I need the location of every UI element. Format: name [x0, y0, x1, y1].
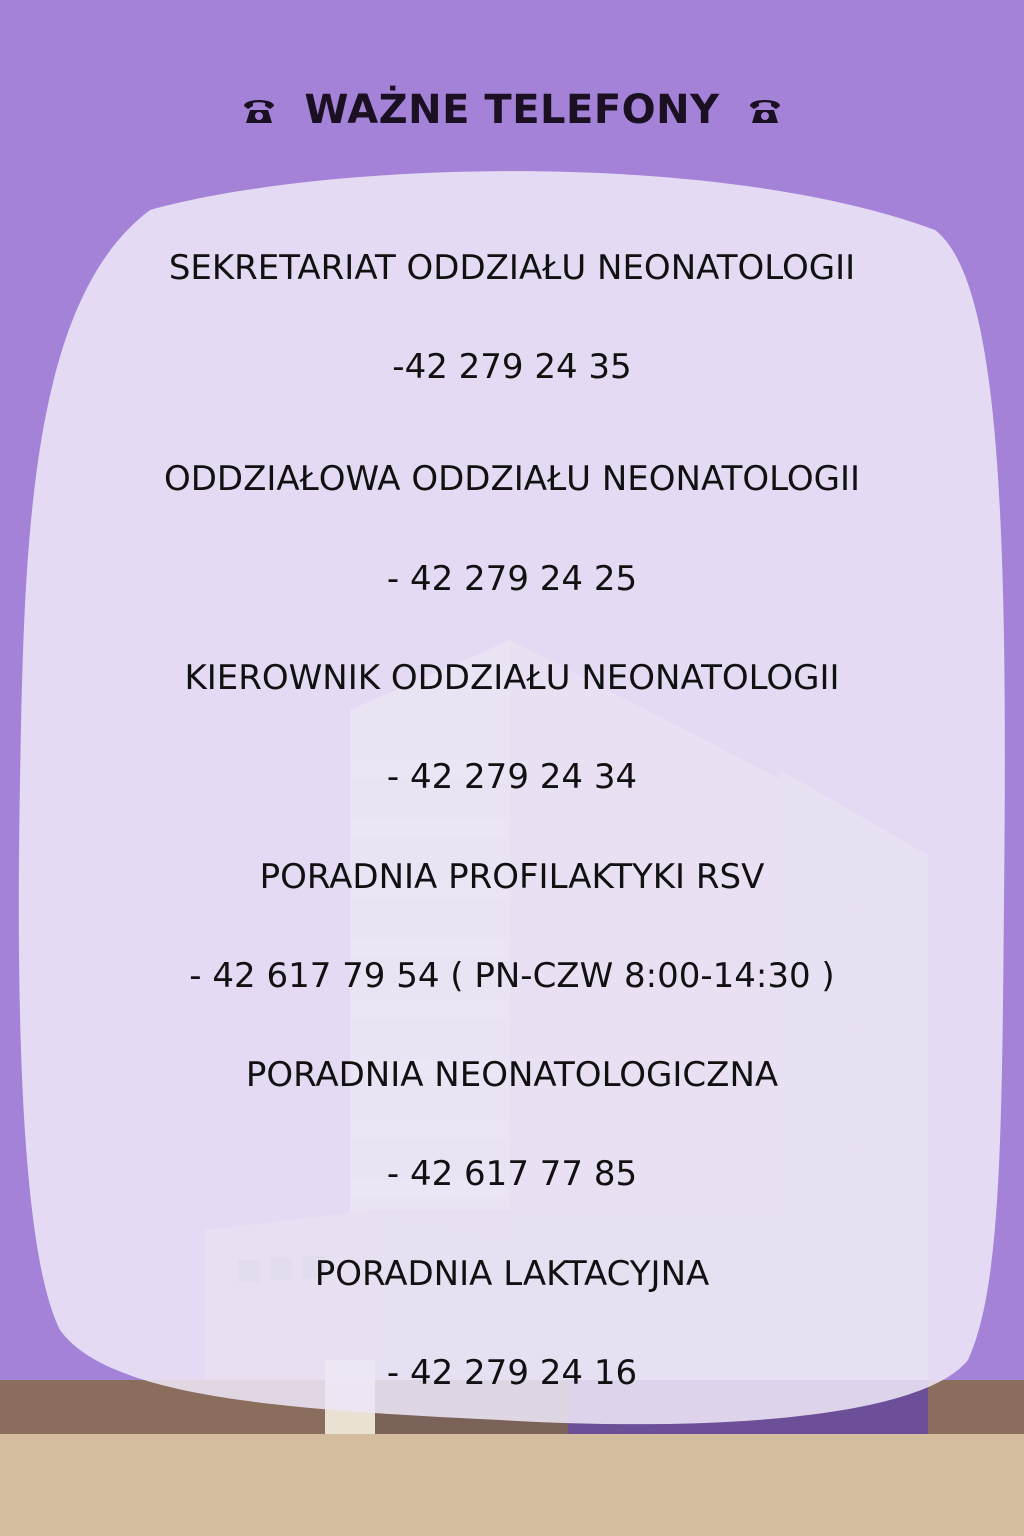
telephone-icon [746, 93, 784, 127]
contact-phone: - 42 279 24 25 [386, 559, 638, 599]
contact-name: KIEROWNIK ODDZIAŁU NEONATOLOGII [184, 658, 840, 698]
header [0, 82, 1024, 138]
ground [0, 1434, 1024, 1536]
contact-name: SEKRETARIAT ODDZIAŁU NEONATOLOGII [168, 248, 856, 288]
contact-name: PORADNIA PROFILAKTYKI RSV [259, 857, 765, 897]
telephone-icon [240, 93, 278, 127]
contact-phone: - 42 279 24 16 [386, 1353, 638, 1393]
contact-phone: - 42 279 24 34 [386, 757, 638, 797]
contact-name: ODDZIAŁOWA ODDZIAŁU NEONATOLOGII [163, 459, 861, 499]
contact-phone: - 42 617 77 85 [386, 1154, 638, 1194]
page-title: WAŻNE TELEFONY [304, 87, 720, 133]
contact-name: PORADNIA LAKTACYJNA [314, 1254, 710, 1294]
contact-name: PORADNIA NEONATOLOGICZNA [245, 1055, 779, 1095]
contact-phone: - 42 617 79 54 ( PN-CZW 8:00-14:30 ) [189, 956, 835, 996]
contact-phone: -42 279 24 35 [392, 347, 632, 387]
